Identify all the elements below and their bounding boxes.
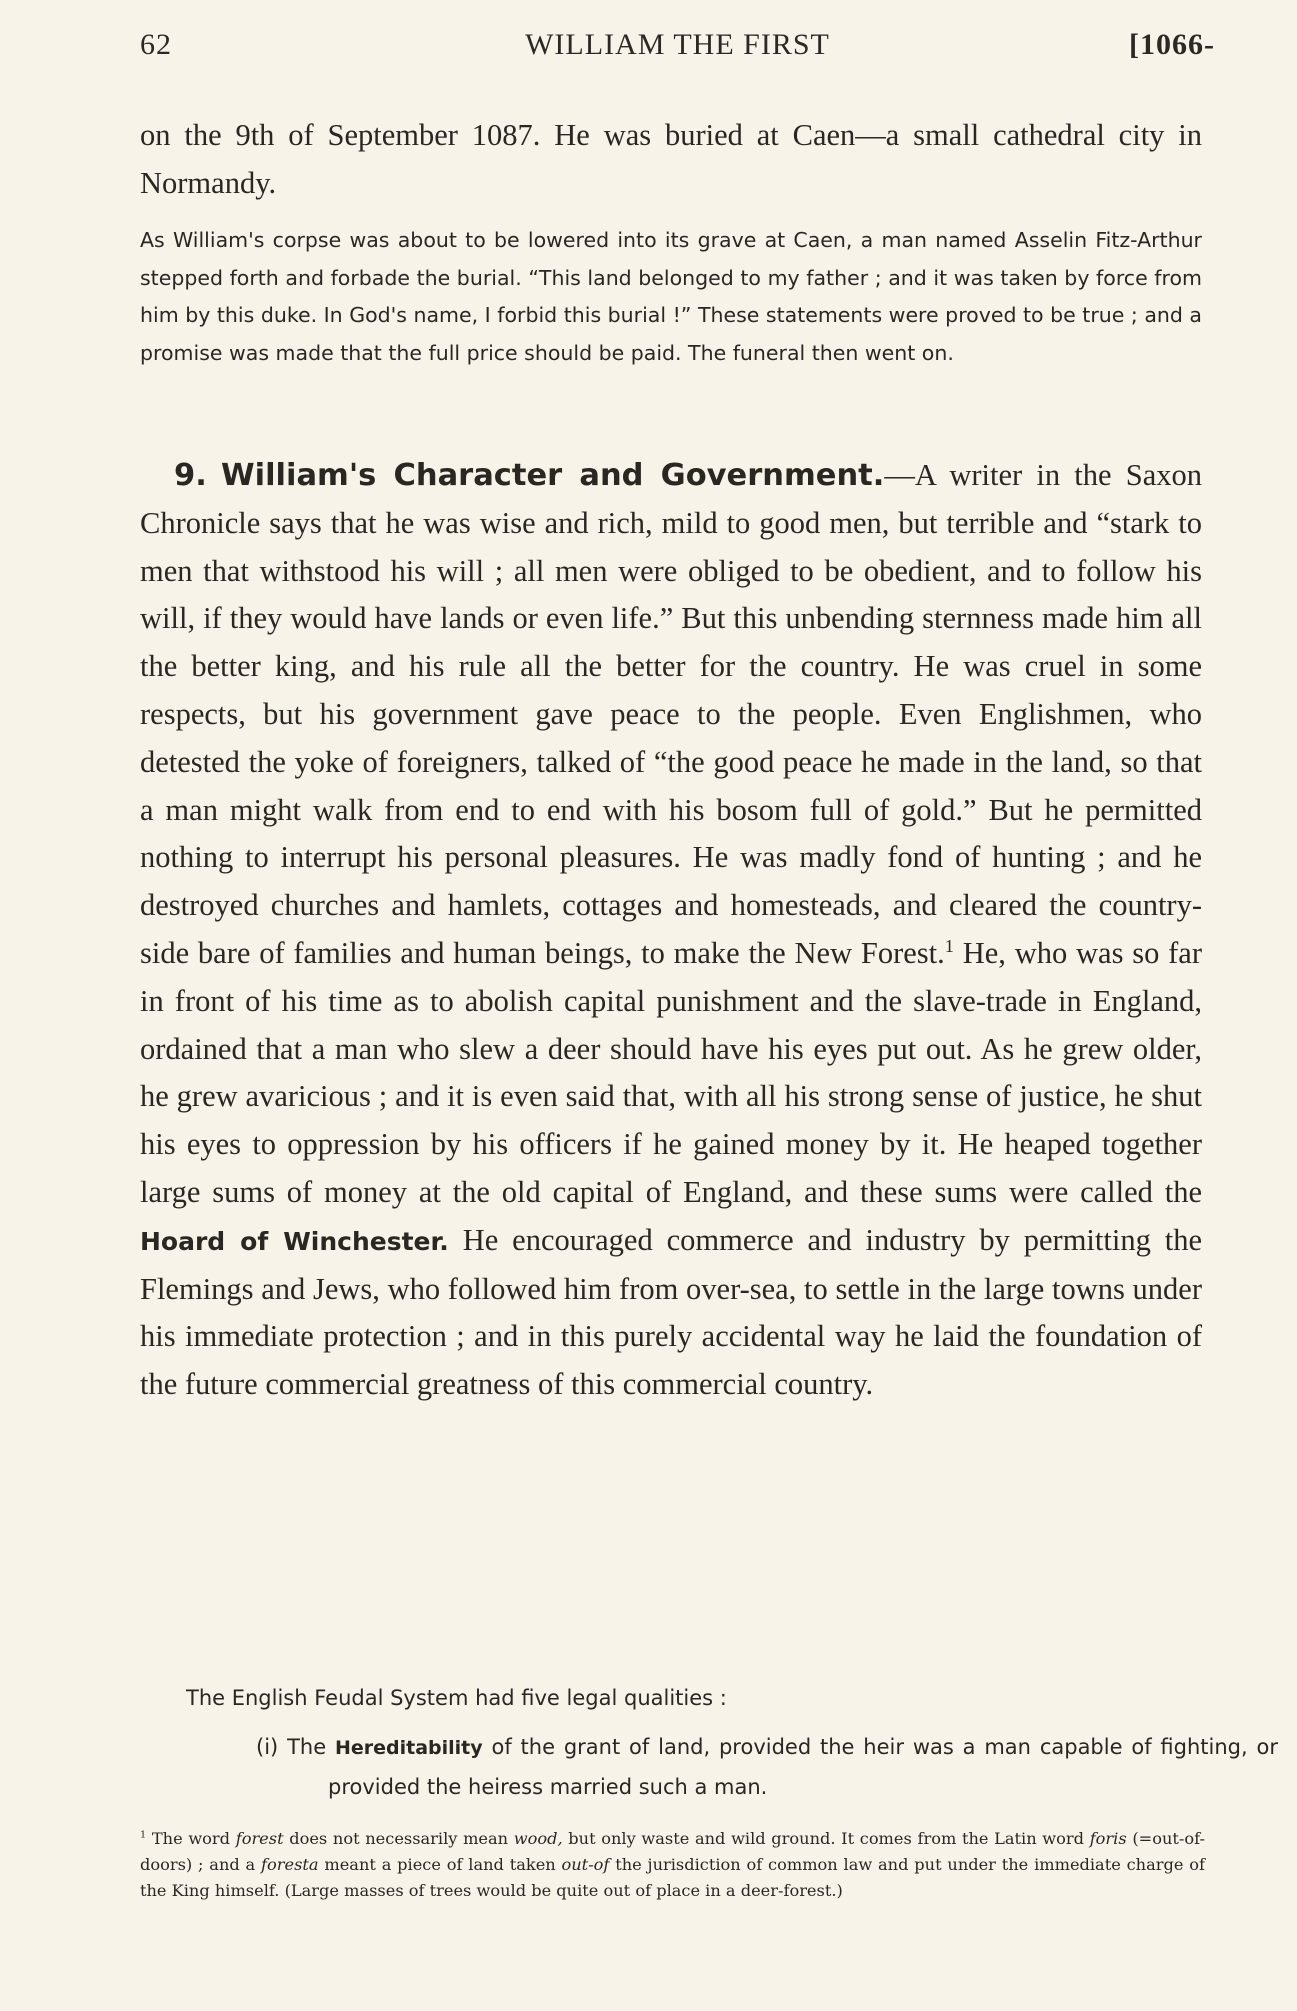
qualities-intro: The English Feudal System had five legal qualities : bbox=[186, 1686, 727, 1710]
section-text-1: —A writer in the Saxon Chronicle says that he was wise and rich, mild to good men, but terrible and “stark to men that withstood his will ; all men were obliged to be obedient, and to follow his will, if they would have lands or even life.” But this unbending sternness made him all the better king, and his rule all the better for the country. He was cruel in some respects, but his government gave peace to the people. Even Englishmen, who detested the yoke of foreigners, talked of “the good peace he made in the land, so that a man might walk from end to end with his bosom full of gold.” But he permitted nothing to interrupt his personal pleasures. He was madly fond of hunting ; and he destroyed churches and hamlets, cottages and homesteads, and cleared the country-side bare of families and human beings, to make the New Forest. bbox=[140, 458, 1202, 970]
quality-item-text: of the grant of land, provided the heir was a man capable of fighting, or provided the heiress married such a man. bbox=[328, 1735, 1278, 1799]
opening-paragraph: on the 9th of September 1087. He was buried at Caen—a small cathedral city in Normandy. bbox=[140, 118, 1202, 200]
section-text-3: He encouraged commerce and industry by permitting the Flemings and Jews, who followed him from over-sea, to settle in the large towns under his immediate protection ; and in this purely accidental way he laid the foundation of the future commercial greatness of this commercial country. bbox=[140, 1222, 1202, 1402]
quality-item-1 bbox=[256, 1728, 1278, 1807]
footnote bbox=[140, 1826, 1205, 1904]
running-title: WILLIAM THE FIRST bbox=[525, 28, 830, 61]
footnote-marker: 1 bbox=[140, 1829, 147, 1841]
section-number: 9. bbox=[174, 458, 207, 493]
footnote-w2: wood, bbox=[513, 1829, 563, 1848]
footnote-p3: but only waste and wild ground. It comes from the Latin word bbox=[562, 1829, 1090, 1848]
hoard-of-winchester: Hoard of Winchester. bbox=[140, 1226, 449, 1256]
footnote-p2: does not necessarily mean bbox=[283, 1829, 514, 1848]
footnote-w3: foris bbox=[1089, 1829, 1127, 1848]
footnote-w5: out-of bbox=[561, 1855, 610, 1874]
footnote-p4: (=out-of-doors) ; and a bbox=[140, 1829, 1205, 1874]
footnote-w1: forest bbox=[235, 1829, 284, 1848]
quality-term: Hereditability bbox=[334, 1737, 483, 1759]
footnote-w4: foresta bbox=[261, 1855, 319, 1874]
page-number: 62 bbox=[140, 28, 172, 61]
section-paragraph bbox=[140, 452, 1202, 1409]
quality-item-pre: The bbox=[287, 1735, 335, 1759]
footnote-p6: the jurisdiction of common law and put under the immediate charge of the King himself. (Large masses of trees would be quite out of place in a deer-forest.) bbox=[140, 1855, 1205, 1900]
section-text-2: He, who was so far in front of his time as to abolish capital punishment and the slave-trade in England, ordained that a man who slew a deer should have his eyes put out. As he grew older, he grew avaricious ; and it is even said that, with all his strong sense of justice, he shut his eyes to oppression by his officers if he gained money by it. He heaped together large sums of money at the old capital of England, and these sums were called the bbox=[140, 935, 1202, 1209]
footnote-p5: meant a piece of land taken bbox=[318, 1855, 562, 1874]
year-marker: [1066- bbox=[1129, 28, 1215, 61]
section-title: William's Character and Government. bbox=[221, 458, 885, 493]
footnote-p1: The word bbox=[151, 1829, 236, 1848]
footnote-reference[interactable]: 1 bbox=[944, 935, 954, 956]
anecdote-paragraph: As William's corpse was about to be lowered into its grave at Caen, a man named Asselin Fitz-Arthur stepped forth and forbade the burial. “This land belonged to my father ; and it was taken by force from him by this duke. In God's name, I forbid this burial !” These statements were proved to be true ; and a promise was made that the full price should be paid. The funeral then went on. bbox=[140, 228, 1202, 365]
page-header bbox=[140, 28, 1215, 68]
quality-item-marker: (i) bbox=[256, 1735, 279, 1759]
